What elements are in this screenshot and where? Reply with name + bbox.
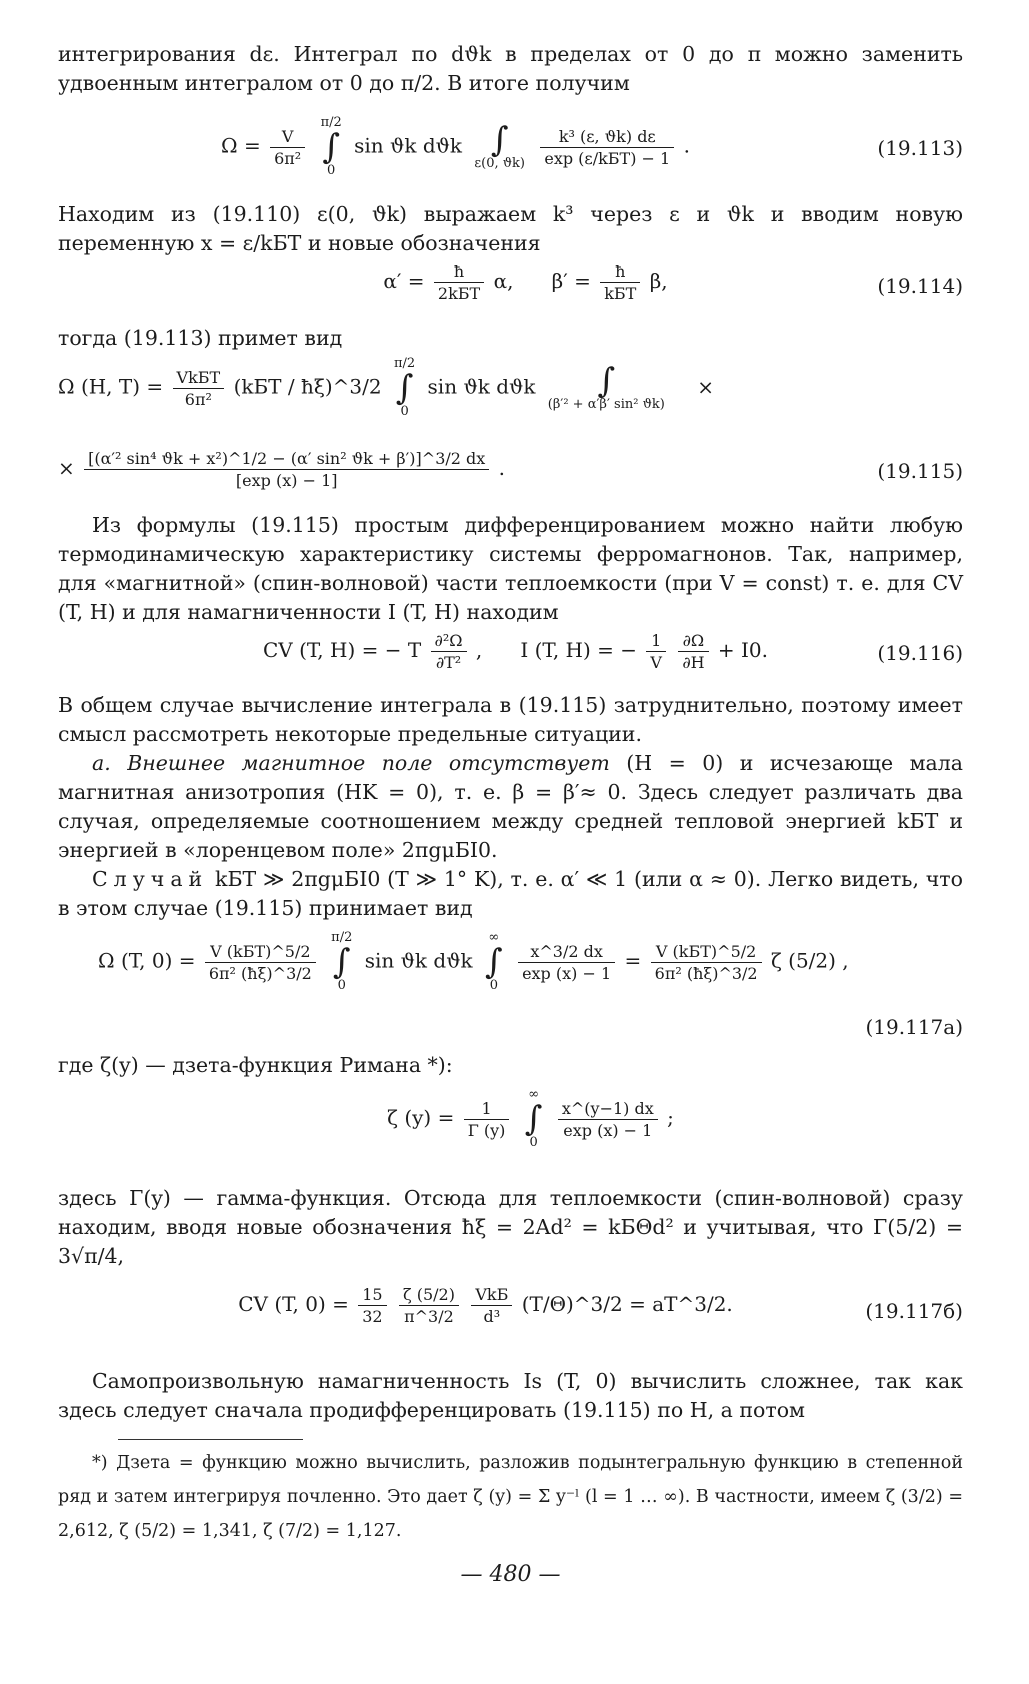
eq-fraction: $\frac{\zeta (5/2)}{\pi\^{}3/2}$ xyxy=(399,1285,459,1326)
paragraph-3: тогда (19.113) примет вид xyxy=(58,326,343,350)
equation-19-116: CV (T, H) = − T $\frac{\text{∂²Ω}}{\text{∂T²}}$ , I (T, H) = − $\frac{1}{V}$ $\frac{\partial\Omega}{\partial H}$ + I0. (19.116) xyxy=(262,631,963,672)
equation-19-113: Ω = $\frac{V}{\text{6π²}}$ π/2 ∫ 0 sin ϑk dϑk ∫ ε(0, ϑk) $\frac{\text{k³ (ε, ϑk) dε}}{\text{exp (ε/kБT) − 1}}$ . (19.113) xyxy=(221,115,963,178)
eq-fraction: $\frac{V}{\text{6π²}}$ xyxy=(270,127,305,168)
equation-number: (19.114) xyxy=(877,274,963,298)
eq-fraction: $\frac{\partial\Omega}{\partial H}$ xyxy=(678,631,708,672)
equation-number: (19.115) xyxy=(877,459,963,483)
eq-fraction: $\frac{x\^{}3/2 dx}{\exp (x) - 1}$ xyxy=(518,942,615,983)
integral-sign: π/2 ∫ 0 xyxy=(331,930,353,993)
equation-19-117a: Ω (T, 0) = $\frac{\text{V (kБT)\textasciicircum{}5/2}}{\text{6π² (ħξ)\textasciicircum{}3/2}}$ π/2 ∫ 0 sin ϑk dϑk ∞ ∫ 0 $\frac{x\^{}3/2 dx}{\exp (x) - 1}$ = $\frac{\text{V (kБT)\textasciicircum{}5/2}}{\text{6π² (ħξ)\textasciicircum{}3/2}}$ ζ (5/2) , (19.117а) xyxy=(98,930,963,1039)
eq-fraction: $\frac{\text{∂²Ω}}{\text{∂T²}}$ xyxy=(431,631,467,672)
paragraph-10: Самопроизвольную намагниченность Is (T, 0) вычислить сложнее, так как здесь следует сначала продифференцировать (19.115) по H, а потом xyxy=(58,1369,963,1422)
paragraph-7: Случай kБT ≫ 2πgμБI0 (T ≫ 1° K), т. е. α′ ≪ 1 (или α ≈ 0). Легко видеть, что в этом случае (19.115) принимает вид xyxy=(58,867,963,920)
case-a-label: а. Внешнее магнитное поле отсутствует xyxy=(92,751,610,775)
integral-sign: π/2 ∫ 0 xyxy=(393,356,416,419)
eq-fraction: $\frac{\text{V (kБT)\textasciicircum{}5/2}}{\text{6π² (ħξ)\textasciicircum{}3/2}}$ xyxy=(651,942,762,983)
page xyxy=(58,40,963,1587)
integral-sign: ∞ ∫ 0 xyxy=(484,930,503,993)
equation-number: (19.116) xyxy=(877,641,963,665)
eq-fraction: $\frac{1}{V}$ xyxy=(646,631,666,672)
paragraph-6: а. Внешнее магнитное поле отсутствует (H = 0) и исчезающе мала магнитная анизотропия (HK = 0), т. е. β = β′≈ 0. Здесь следует различать два случая, определяемые соотношением между средней тепловой энергией kБT и энергией в «лоренцевом поле» 2πgμБI0. xyxy=(58,751,963,862)
footnote: *) Дзета = функцию можно вычислить, разложив подынтегральную функцию в степенной ряд и затем интегрируя почленно. Это дает ζ (y) = Σ y⁻ˡ (l = 1 … ∞). В частности, имеем ζ (3/2) = 2,612, ζ (5/2) = 1,341, ζ (7/2) = 1,127. xyxy=(58,1453,963,1541)
equation-number: (19.113) xyxy=(877,136,963,160)
eq-fraction: $\frac{x\^{}(y-1) dx}{\exp (x) - 1}$ xyxy=(558,1099,658,1140)
eq-lhs: Ω = xyxy=(221,133,261,158)
integral-sign: ∫ ε(0, ϑk) xyxy=(474,120,525,171)
integral-sign: π/2 ∫ 0 xyxy=(320,115,342,178)
paragraph-4: Из формулы (19.115) простым дифференцированием можно найти любую термодинамическую характеристику системы ферромагнонов. Так, например, для «магнитной» (спин-волновой) части теплоемкости (при V = const) т. е. для CV (T, H) и для намагниченности I (T, H) находим xyxy=(58,513,963,624)
eq-fraction: $\frac{\text{VkБT}}{\text{6π²}}$ xyxy=(173,368,225,409)
equation-number: (19.117б) xyxy=(865,1299,963,1323)
eq-fraction: $\frac{ħ}{\text{kБT}}$ xyxy=(600,262,640,303)
eq-fraction: $\frac{15}{32}$ xyxy=(358,1285,386,1326)
equation-19-114: α′ = $\frac{ħ}{\text{2kБT}}$ α, β′ = $\frac{ħ}{\text{kБT}}$ β, (19.114) xyxy=(383,262,963,303)
eq-fraction: $\frac{1}{\Gamma (y)}$ xyxy=(464,1099,510,1140)
eq-fraction: $\frac{\text{VkБ}}{\text{d³}}$ xyxy=(471,1285,512,1326)
eq-fraction: $\frac{\text{[(α′² sin⁴ ϑk + x²)\textasciicircum{}1/2 − (α′ sin² ϑk + β′)]\textasciicircum{}3/2 dx}}{[\exp (x) - 1]}$ xyxy=(84,449,489,490)
equation-number: (19.117а) xyxy=(865,1015,963,1039)
integral-sign: ∫ (β′² + α′β′ sin² ϑk) xyxy=(547,361,665,412)
paragraph-8: где ζ(y) — дзета-функция Римана *): xyxy=(58,1053,453,1077)
integral-sign: ∞ ∫ 0 xyxy=(524,1087,543,1150)
eq-integrand: sin ϑk dϑk xyxy=(354,133,463,158)
footnote-divider xyxy=(118,1439,303,1440)
eq-fraction: $\frac{\text{k³ (ε, ϑk) dε}}{\text{exp (ε/kБT) − 1}}$ xyxy=(540,127,674,168)
equation-19-117b: CV (T, 0) = $\frac{15}{32}$ $\frac{\zeta (5/2)}{\pi\^{}3/2}$ $\frac{\text{VkБ}}{\text{d³}}$ (T/Θ)^3/2 = aT^3/2. (19.117б) xyxy=(238,1285,963,1326)
case-label: Случай xyxy=(92,867,209,891)
eq-fraction: $\frac{\text{V (kБT)\textasciicircum{}5/2}}{\text{6π² (ħξ)\textasciicircum{}3/2}}$ xyxy=(205,942,316,983)
page-number: — 480 — xyxy=(460,1562,561,1587)
paragraph-5: В общем случае вычисление интеграла в (19.115) затруднительно, поэтому имеет смысл рассмотреть некоторые предельные ситуации. xyxy=(58,693,963,746)
equation-zeta: ζ (y) = $\frac{1}{\Gamma (y)}$ ∞ ∫ 0 $\frac{x\^{}(y-1) dx}{\exp (x) - 1}$ ; xyxy=(387,1087,674,1150)
equation-19-115: Ω (H, T) = $\frac{\text{VkБT}}{\text{6π²}}$ (kБT / ħξ)^3/2 π/2 ∫ 0 sin ϑk dϑk ∫ (β′² + α′β′ sin² ϑk) × × $\frac{\text{[(α′² sin⁴ ϑk + x²)\textasciicircum{}1/2 − (α′ sin² ϑk + β′)]\textasciicircum{}3/2 dx}}{[\exp (x) - 1]}$ . (19.115) xyxy=(58,356,963,490)
eq-fraction: $\frac{ħ}{\text{2kБT}}$ xyxy=(434,262,484,303)
paragraph-2: Находим из (19.110) ε(0, ϑk) выражаем k³ через ε и ϑk и вводим новую переменную x = ε/kБT и новые обозначения xyxy=(58,202,963,255)
paragraph-1: интегрирования dε. Интеграл по dϑk в пределах от 0 до π можно заменить удвоенным интегралом от 0 до π/2. В итоге получим xyxy=(58,42,963,95)
paragraph-9: здесь Γ(y) — гамма-функция. Отсюда для теплоемкости (спин-волновой) сразу находим, вводя новые обозначения ħξ = 2Ad² = kБΘd² и учитывая, что Γ(5/2) = 3√π/4, xyxy=(58,1186,963,1268)
